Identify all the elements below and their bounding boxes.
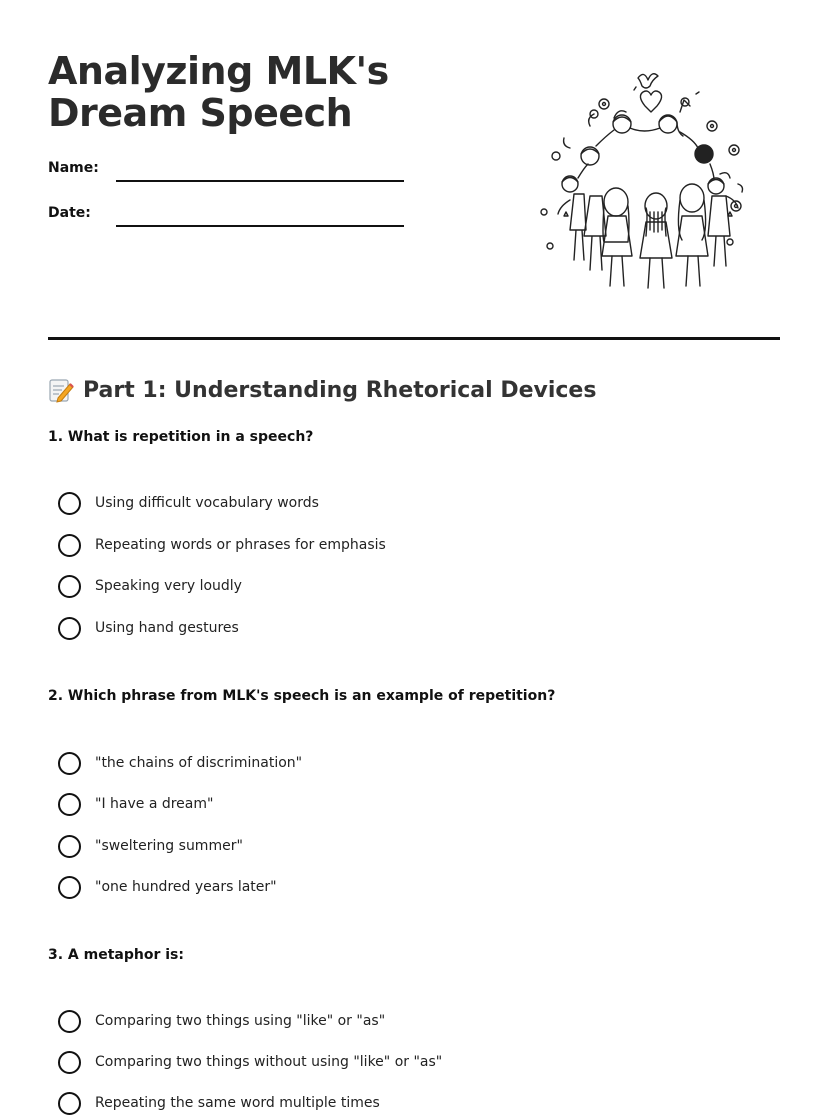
question-2: 2. Which phrase from MLK's speech is an example of repetition? xyxy=(48,688,556,704)
q3-option-b[interactable] xyxy=(58,1050,442,1074)
radio-button[interactable] xyxy=(58,617,81,640)
q1-option-a[interactable] xyxy=(58,491,319,515)
children-circle-illustration xyxy=(530,66,760,298)
q2-option-d[interactable] xyxy=(58,875,277,899)
q2-option-b[interactable] xyxy=(58,792,213,816)
q2-option-a[interactable] xyxy=(58,751,302,775)
option-label: Comparing two things using "like" or "as" xyxy=(95,1013,386,1029)
question-1: 1. What is repetition in a speech? xyxy=(48,429,314,445)
option-label: "sweltering summer" xyxy=(95,838,243,854)
q3-option-a[interactable] xyxy=(58,1009,385,1033)
q3-option-c[interactable] xyxy=(58,1091,380,1115)
option-label: Speaking very loudly xyxy=(95,578,242,594)
date-field[interactable] xyxy=(48,205,408,229)
option-label: Using hand gestures xyxy=(95,620,239,636)
option-label: Comparing two things without using "like" or "as" xyxy=(95,1054,443,1070)
date-line[interactable] xyxy=(116,225,404,227)
name-label: Name: xyxy=(48,160,99,176)
q1-option-c[interactable] xyxy=(58,574,242,598)
date-label: Date: xyxy=(48,205,91,221)
radio-button[interactable] xyxy=(58,876,81,899)
option-label: Repeating words or phrases for emphasis xyxy=(95,537,386,553)
q1-option-d[interactable] xyxy=(58,616,239,640)
option-label: "I have a dream" xyxy=(95,796,214,812)
option-label: "the chains of discrimination" xyxy=(95,755,303,771)
q1-option-b[interactable] xyxy=(58,533,386,557)
option-label: "one hundred years later" xyxy=(95,879,277,895)
radio-button[interactable] xyxy=(58,1051,81,1074)
name-line[interactable] xyxy=(116,180,404,182)
radio-button[interactable] xyxy=(58,752,81,775)
radio-button[interactable] xyxy=(58,1010,81,1033)
radio-button[interactable] xyxy=(58,534,81,557)
worksheet-title: Analyzing MLK's Dream Speech xyxy=(48,49,389,135)
option-label: Repeating the same word multiple times xyxy=(95,1095,380,1111)
section-divider xyxy=(48,337,780,340)
question-3: 3. A metaphor is: xyxy=(48,947,184,963)
radio-button[interactable] xyxy=(58,793,81,816)
radio-button[interactable] xyxy=(58,1092,81,1115)
memo-pencil-icon xyxy=(48,377,74,403)
section-heading xyxy=(48,374,596,406)
radio-button[interactable] xyxy=(58,575,81,598)
q2-option-c[interactable] xyxy=(58,834,243,858)
option-label: Using difficult vocabulary words xyxy=(95,495,319,511)
name-field[interactable] xyxy=(48,160,408,184)
radio-button[interactable] xyxy=(58,835,81,858)
radio-button[interactable] xyxy=(58,492,81,515)
section-title: Part 1: Understanding Rhetorical Devices xyxy=(83,377,597,403)
